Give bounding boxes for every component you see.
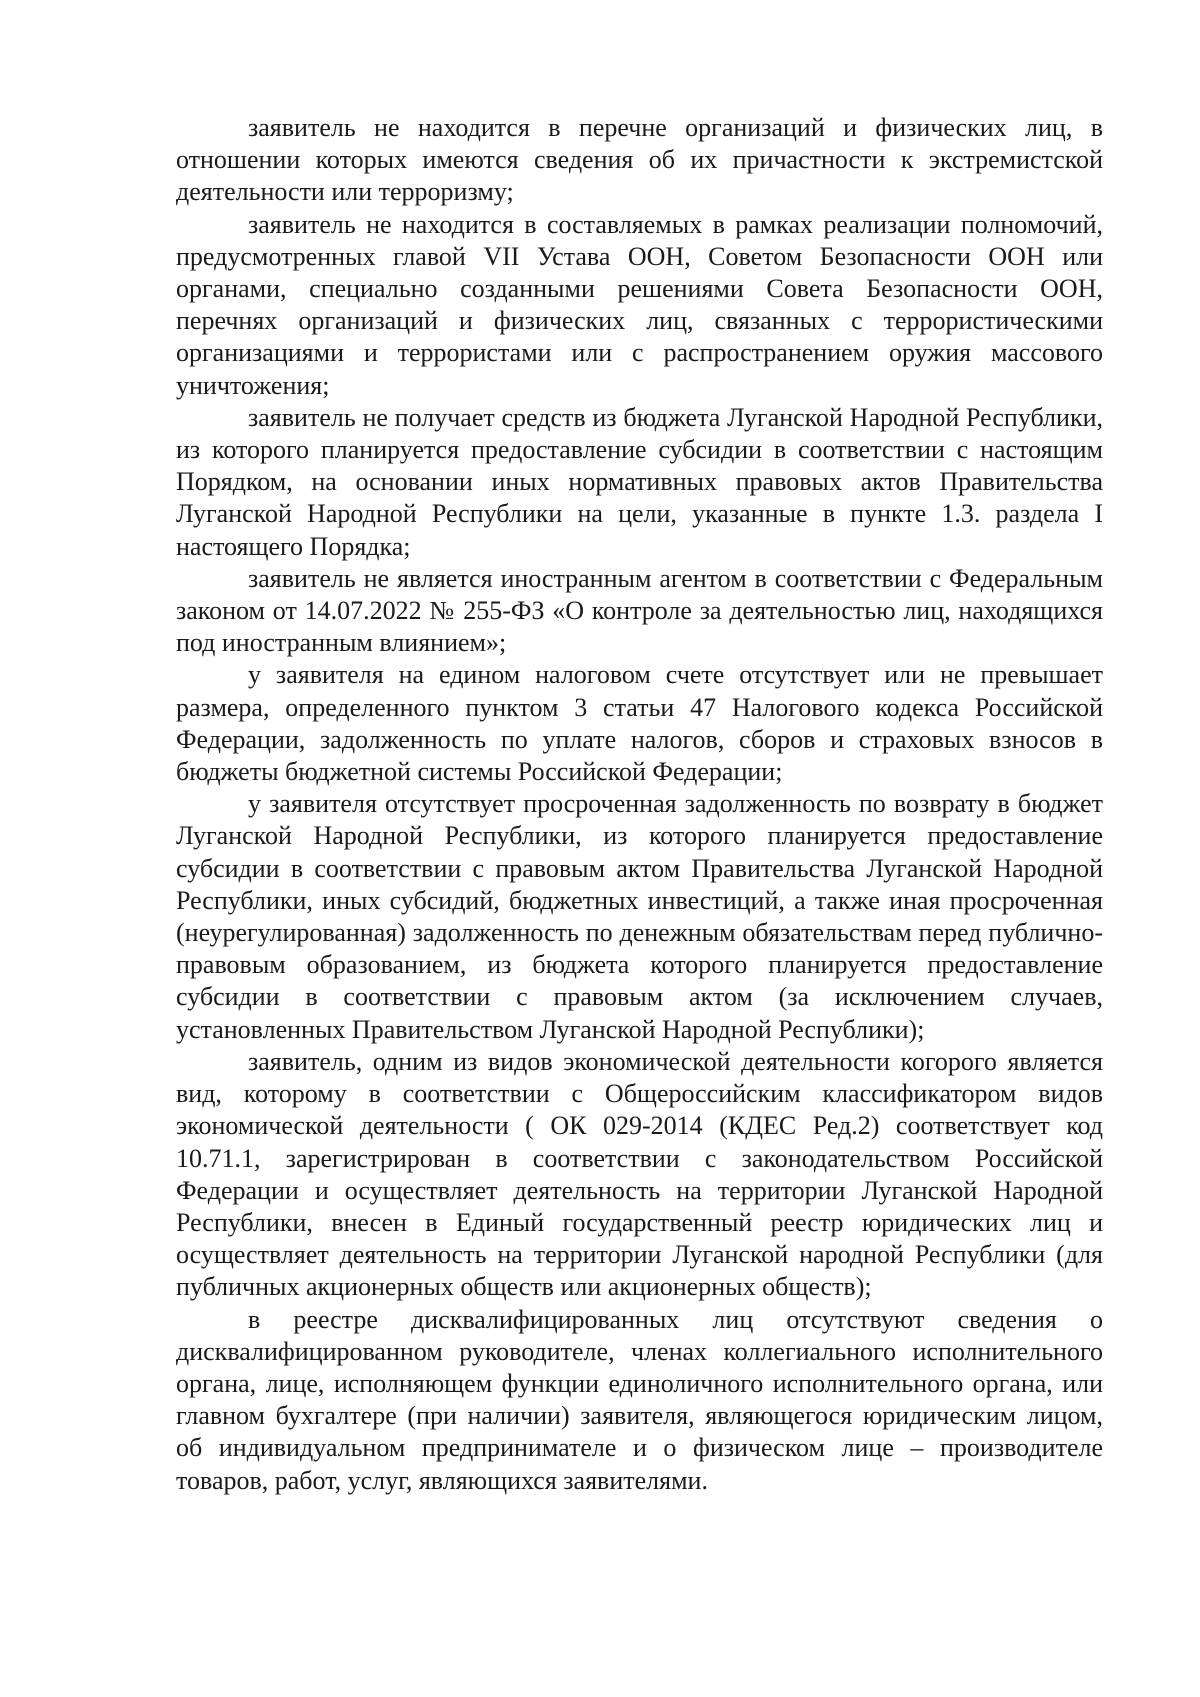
paragraph-disqualified-persons: в реестре дисквалифицированных лиц отсутствуют сведения о дисквалифицированном руководителе, членах коллегиального исполнительного органа, лице, исполняющем функции единоличного исполнительного органа, или главном бухгалтере (при наличии) заявителя, являющегося юридическим лицом, об индивидуальном предпринимателе и о физическом лице – производителе товаров, работ, услуг, являющихся заявителями.: [176, 1304, 1103, 1495]
paragraph-un-sanctions-list: заявитель не находится в составляемых в рамках реализации полномочий, предусмотренных главой VII Устава ООН, Советом Безопасности ООН или органами, специально созданными решениями Совета Безопасности ООН, перечнях организаций и физических лиц, связанных с террористическими организациями и террористами или с распространением оружия массового уничтожения;: [176, 209, 1103, 400]
paragraph-tax-debt: у заявителя на едином налоговом счете отсутствует или не превышает размера, определенного пунктом 3 статьи 47 Налогового кодекса Российской Федерации, задолженность по уплате налогов, сборов и страховых взносов в бюджеты бюджетной системы Российской Федерации;: [176, 660, 1103, 787]
document-page: [176, 112, 1103, 1497]
paragraph-foreign-agent: заявитель не является иностранным агентом в соответствии с Федеральным законом от 14.07.2022 № 255-ФЗ «О контроле за деятельностью лиц, находящихся под иностранным влиянием»;: [176, 563, 1103, 658]
paragraph-budget-funds: заявитель не получает средств из бюджета Луганской Народной Республики, из которого планируется предоставление субсидии в соответствии с настоящим Порядком, на основании иных нормативных правовых актов Правительства Луганской Народной Республики на цели, указанные в пункте 1.3. раздела I настоящего Порядка;: [176, 402, 1103, 561]
paragraph-economic-activity: заявитель, одним из видов экономической деятельности когорого является вид, которому в соответствии с Общероссийским классификатором видов экономической деятельности ( ОК 029-2014 (КДЕС Ред.2) соответствует код 10.71.1, зарегистрирован в соответствии с законодательством Российской Федерации и осуществляет деятельность на территории Луганской Народной Республики, внесен в Единый государственный реестр юридических лиц и осуществляет деятельность на территории Луганской народной Республики (для публичных акционерных обществ или акционерных обществ);: [176, 1046, 1103, 1302]
paragraph-extremism-list: заявитель не находится в перечне организаций и физических лиц, в отношении которых имеются сведения об их причастности к экстремистской деятельности или терроризму;: [176, 113, 1103, 207]
paragraph-overdue-debt: у заявителя отсутствует просроченная задолженность по возврату в бюджет Луганской Народной Республики, из которого планируется предоставление субсидии в соответствии с правовым актом Правительства Луганской Народной Республики, иных субсидий, бюджетных инвестиций, а также иная просроченная (неурегулированная) задолженность по денежным обязательствам перед публично-правовым образованием, из бюджета которого планируется предоставление субсидии в соответствии с правовым актом (за исключением случаев, установленных Правительством Луганской Народной Республики);: [176, 789, 1103, 1044]
